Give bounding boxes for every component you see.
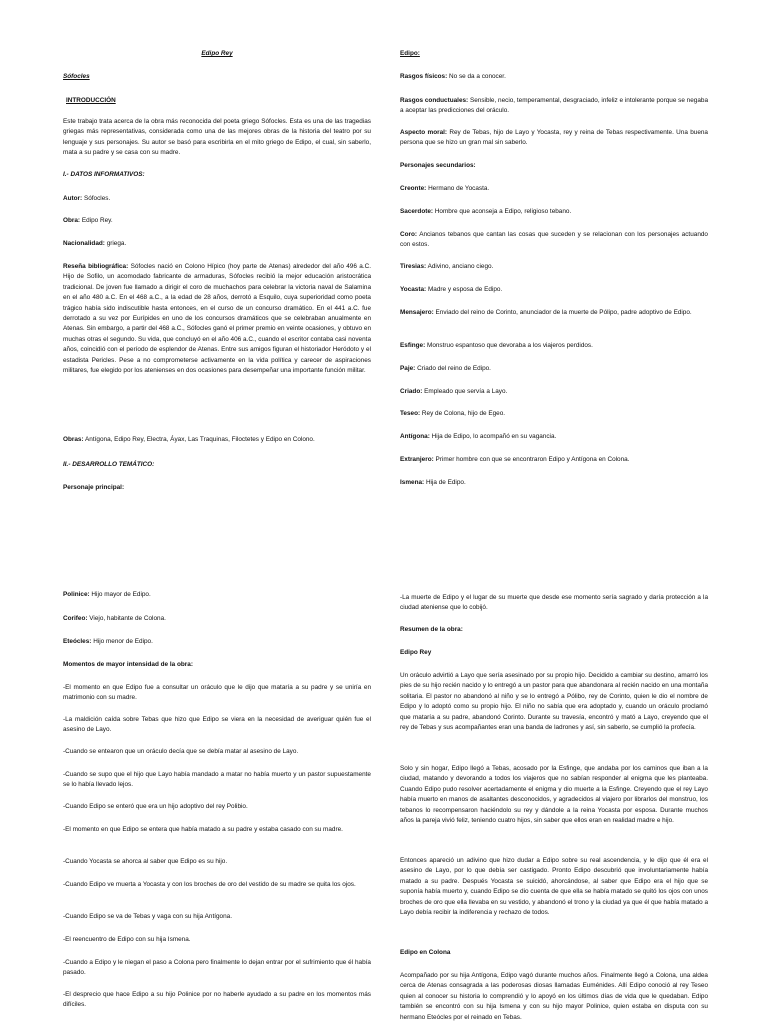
character-name: Creonte:: [400, 185, 427, 192]
character-item: [400, 432, 708, 442]
trait-text: No se da a conocer.: [449, 73, 506, 80]
nacionalidad-value: griega.: [106, 240, 127, 247]
autor-line: [63, 194, 371, 204]
nacionalidad-label: Nacionalidad:: [63, 240, 105, 247]
obra-value: Edipo Rey.: [81, 217, 113, 224]
character-name: Sacerdote:: [400, 208, 434, 215]
character-desc: Primer hombre con que se encontraron Edipo y Antígona en Colona.: [435, 456, 630, 463]
character-name: Antígona:: [400, 433, 430, 440]
section-datos-heading: I.- DATOS INFORMATIVOS:: [63, 171, 145, 178]
autor-label: Autor:: [63, 195, 83, 202]
nacionalidad-line: [63, 239, 371, 249]
character-item: [400, 455, 708, 465]
summary-paragraph: Solo y sin hogar, Edipo llegó a Tebas, acosado por la Esfinge, que andaba por los caminos que iban a la ciudad, matando y devorando a todos los viajeros que no sabían responder al enigma que les planteaba. Cuando Edipo pudo resolver acertadamente el enigma y dio muerte a la Esfinge. Creyendo que el rey Layo había muerto en manos de asaltantes desconocidos, y agradecidos al viajero por librarlos del monstruo, los tebanos lo recompensaron haciéndolo su rey y dándole a la reina Yocasta por esposa. Durante muchos años la pareja vivió feliz, teniendo cuatro hijos, sin saber que ellos eran en realidad madre e hijo.: [400, 765, 708, 825]
character-desc: Madre y esposa de Edipo.: [427, 286, 503, 293]
character-name: Corifeo:: [63, 615, 88, 622]
character-name: Esfinge:: [400, 342, 426, 349]
trait-item: [400, 128, 708, 149]
character-name: Tiresias:: [400, 263, 427, 270]
character-desc: Ancianos tebanos que cantan las cosas que suceden y se relacionan con los personajes actuando con estos.: [400, 231, 708, 249]
autor-value: Sófocles.: [83, 195, 111, 202]
character-item: [400, 184, 708, 194]
character-name: Paje:: [400, 365, 416, 372]
character-item: [400, 478, 708, 488]
intro-paragraph: Este trabajo trata acerca de la obra más reconocida del poeta griego Sófocles. Esta es una de las tragedias griegas más representativas, considerada como una de las mejores obras de la historia del teatro por su lenguaje y sus personajes. Su autor se basó para escribirla en el mito griego de Edipo, el cual, sin saberlo, mata a su padre y se casa con su madre.: [63, 118, 371, 157]
momentos-heading: Momentos de mayor intensidad de la obra:: [63, 661, 193, 668]
character-item: [63, 637, 371, 647]
character-desc: Criado del reino de Edipo.: [417, 365, 491, 372]
character-desc: Hermano de Yocasta.: [428, 185, 490, 192]
obra-line: [63, 216, 371, 226]
trait-item: [400, 72, 708, 82]
edipo-rey-heading: Edipo Rey: [400, 649, 432, 656]
character-item: [63, 590, 371, 600]
character-desc: Empleado que servía a Layo.: [424, 388, 508, 395]
momento-item: -Cuando Yocasta se ahorca al saber que Edipo es su hijo.: [63, 858, 228, 865]
trait-item: [400, 96, 708, 117]
momento-item: -El reencuentro de Edipo con su hija Ismena.: [63, 936, 191, 943]
character-item: [400, 409, 708, 419]
character-item: [400, 285, 708, 295]
resena-text: Sófocles nació en Colono Hípico (hoy parte de Atenas) alrededor del año 496 a.C. Hijo de Sofilo, un acomodado fabricante de armaduras, Sófocles recibió la mejor educación aristocrática tradicional. De joven fue llamado a dirigir el coro de muchachos para celebrar la victoria naval de Salamina en el año 480 a.C. En el 468 a.C., a la edad de 28 años, derrotó a Esquilo, cuya superioridad como poeta trágico había sido indiscutible hasta entonces, en el curso de un concurso dramático. En el 441 a.C. fue derrotado a su vez por Eurípides en uno de los concursos dramáticos que se celebraban anualmente en Atenas. Sin embargo, a partir del 468 a.C., Sófocles ganó el primer premio en veinte ocasiones, y obtuvo en muchas otras el segundo. Su vida, que concluyó en el año 406 a.C., cuando el escritor contaba casi noventa años, coincidió con el período de esplendor de Atenas. Entre sus amigos figuran el historiador Heródoto y el estadista Pericles. Pese a no comprometerse activamente en la vida política y carecer de aspiraciones militares, fue elegido por los atenienses en dos ocasiones para desempeñar una importante función militar.: [63, 263, 371, 375]
document-title: Edipo Rey: [201, 50, 233, 57]
character-name: Criado:: [400, 388, 423, 395]
character-name: Polinice:: [63, 591, 90, 598]
momento-item: -Cuando a Edipo y le niegan el paso a Colona pero finalmente lo dejan entrar por el sufrimiento que él había pasado.: [63, 959, 371, 977]
character-desc: Hijo menor de Edipo.: [93, 638, 153, 645]
character-name: Yocasta:: [400, 286, 427, 293]
secondary-characters-heading: Personajes secundarios:: [400, 162, 476, 169]
momento-item: -Cuando Edipo se enteró que era un hijo adoptivo del rey Polibio.: [63, 803, 248, 810]
section-desarrollo-heading: II.- DESARROLLO TEMÁTICO:: [63, 461, 155, 468]
character-desc: Enviado del reino de Corinto, anunciador de la muerte de Pólipo, padre adoptivo de Edipo.: [435, 309, 692, 316]
character-desc: Hija de Edipo.: [425, 479, 466, 486]
character-item: [400, 207, 708, 217]
character-item: [63, 614, 371, 624]
character-name: Eteócles:: [63, 638, 92, 645]
character-item: [400, 308, 708, 318]
page-2: [0, 512, 768, 1024]
character-desc: Viejo, habitante de Colona.: [89, 615, 166, 622]
character-name: Mensajero:: [400, 309, 434, 316]
momento-item: -Cuando Edipo ve muerta a Yocasta y con los broches de oro del vestido de su madre se quita los ojos.: [63, 881, 356, 888]
trait-text: Sensible, necio, temperamental, desgraciado, infeliz e intolerante porque se negaba a aceptar las predicciones del oráculo.: [400, 97, 708, 115]
obras-label: Obras:: [63, 436, 84, 443]
character-item: [400, 364, 708, 374]
character-name: Ismena:: [400, 479, 425, 486]
intro-heading: INTRODUCCIÓN: [66, 97, 116, 104]
momento-item: -La muerte de Edipo y el lugar de su muerte que desde ese momento sería sagrado y daría protección a la ciudad ateniense que lo cobijó.: [400, 594, 708, 612]
character-desc: Hijo mayor de Edipo.: [91, 591, 151, 598]
character-item: [400, 230, 708, 251]
summary-paragraph: Entonces apareció un adivino que hizo dudar a Edipo sobre su real ascendencia, y le dijo que él era el asesino de Layo, por lo que debía ser castigado. Pronto Edipo descubrió que involuntariamente había matado a su padre. Después Yocasta se suicidó, ahorcándose, al saber que Edipo era el hijo que se suponía había muerto y, cuando Edipo se dio cuenta de que ella se había matado se quitó los ojos con unos broches de oro que ella llevaba en su vestido, y abandonó el trono y la ciudad ya que él que había matado a Layo debía recibir la indiferencia y rechazo de todos.: [400, 857, 708, 917]
character-desc: Hija de Edipo, lo acompañó en su vagancia.: [431, 433, 557, 440]
character-name: Coro:: [400, 231, 418, 238]
momento-item: -El momento en que Edipo se entera que había matado a su padre y estaba casado con su madre.: [63, 826, 343, 833]
character-item: [400, 262, 708, 272]
personaje-principal-heading: Personaje principal:: [63, 484, 125, 491]
resumen-heading: Resumen de la obra:: [400, 626, 463, 633]
character-name: Extranjero:: [400, 456, 434, 463]
obra-label: Obra:: [63, 217, 81, 224]
trait-label: Aspecto moral:: [400, 129, 448, 136]
trait-label: Rasgos físicos:: [400, 73, 448, 80]
momento-item: -Cuando Edipo se va de Tebas y vaga con su hija Antígona.: [63, 913, 232, 920]
character-desc: Rey de Colona, hijo de Egeo.: [421, 410, 506, 417]
resena-paragraph: [63, 262, 371, 376]
character-item: [400, 387, 708, 397]
author-heading: Sófocles: [63, 73, 90, 80]
edipo-heading: Edipo:: [400, 50, 420, 57]
summary-paragraph: Acompañado por su hija Antígona, Edipo vagó durante muchos años. Finalmente llegó a Colona, una aldea cerca de Atenas consagrada a las poderosas diosas llamadas Euménides. Allí Edipo conoció al rey Teseo quien al conocer su historia lo comprendió y lo apoyó en los últimos días de vida que le quedaban. Edipo también se encontró con su hija Ismena y con su hijo mayor Polinice, quien estaba en disputa con su hermano Eteócles por el reinado en Tebas.: [400, 972, 708, 1021]
resena-label: Reseña bibliográfica:: [63, 263, 129, 270]
momento-item: -Cuando se supo que el hijo que Layo había mandado a matar no había muerto y un pastor supuestamente se lo había llevado lejos.: [63, 771, 371, 789]
obras-line: [63, 435, 371, 445]
character-desc: Hombre que aconseja a Edipo, religioso tebano.: [434, 208, 572, 215]
trait-text: Rey de Tebas, hijo de Layo y Yocasta, rey y reina de Tebas respectivamente. Una buena persona que se hizo un gran mal sin saberlo.: [400, 129, 708, 147]
trait-label: Rasgos conductuales:: [400, 97, 469, 104]
character-name: Teseo:: [400, 410, 421, 417]
summary-paragraph: Un oráculo advirtió a Layo que sería asesinado por su propio hijo. Decidido a cambiar su destino, amarró los pies de su hijo recién nacido y lo entregó a un pastor para que abandonara al recién nacido en una montaña solitaria. El pastor no abandonó al niño y se lo entregó a Pólibo, rey de Corinto, quien le dio el nombre de Edipo y lo adoptó como su propio hijo. El niño no sabía que era adoptado y, cuando un oráculo proclamó que mataría a su padre, abandonó Corinto. Durante su travesía, encontró y mató a Layo, creyendo que el rey de Tebas y sus acompañantes eran una banda de ladrones y así, sin saberlo, se cumplió la profecía.: [400, 672, 708, 732]
obras-value: Antígona, Edipo Rey, Electra, Áyax, Las Traquinas, Filoctetes y Edipo en Colono.: [85, 436, 315, 443]
momento-item: -El desprecio que hace Edipo a su hijo Polinice por no haberle ayudado a su padre en los momentos más difíciles.: [63, 991, 371, 1009]
character-item: [400, 341, 708, 351]
colona-heading: Edipo en Colona: [400, 949, 451, 956]
momento-item: -Cuando se entearon que un oráculo decía que se debía matar al asesino de Layo.: [63, 748, 299, 755]
character-desc: Monstruo espantoso que devoraba a los viajeros perdidos.: [427, 342, 593, 349]
momento-item: -El momento en que Edipo fue a consultar un oráculo que le dijo que mataría a su padre y se uniría en matrimonio con su madre.: [63, 684, 371, 702]
momento-item: -La maldición caída sobre Tebas que hizo que Edipo se viera en la necesidad de averiguar quién fue el asesino de Layo.: [63, 716, 371, 734]
character-desc: Adivino, anciano ciego.: [427, 263, 494, 270]
